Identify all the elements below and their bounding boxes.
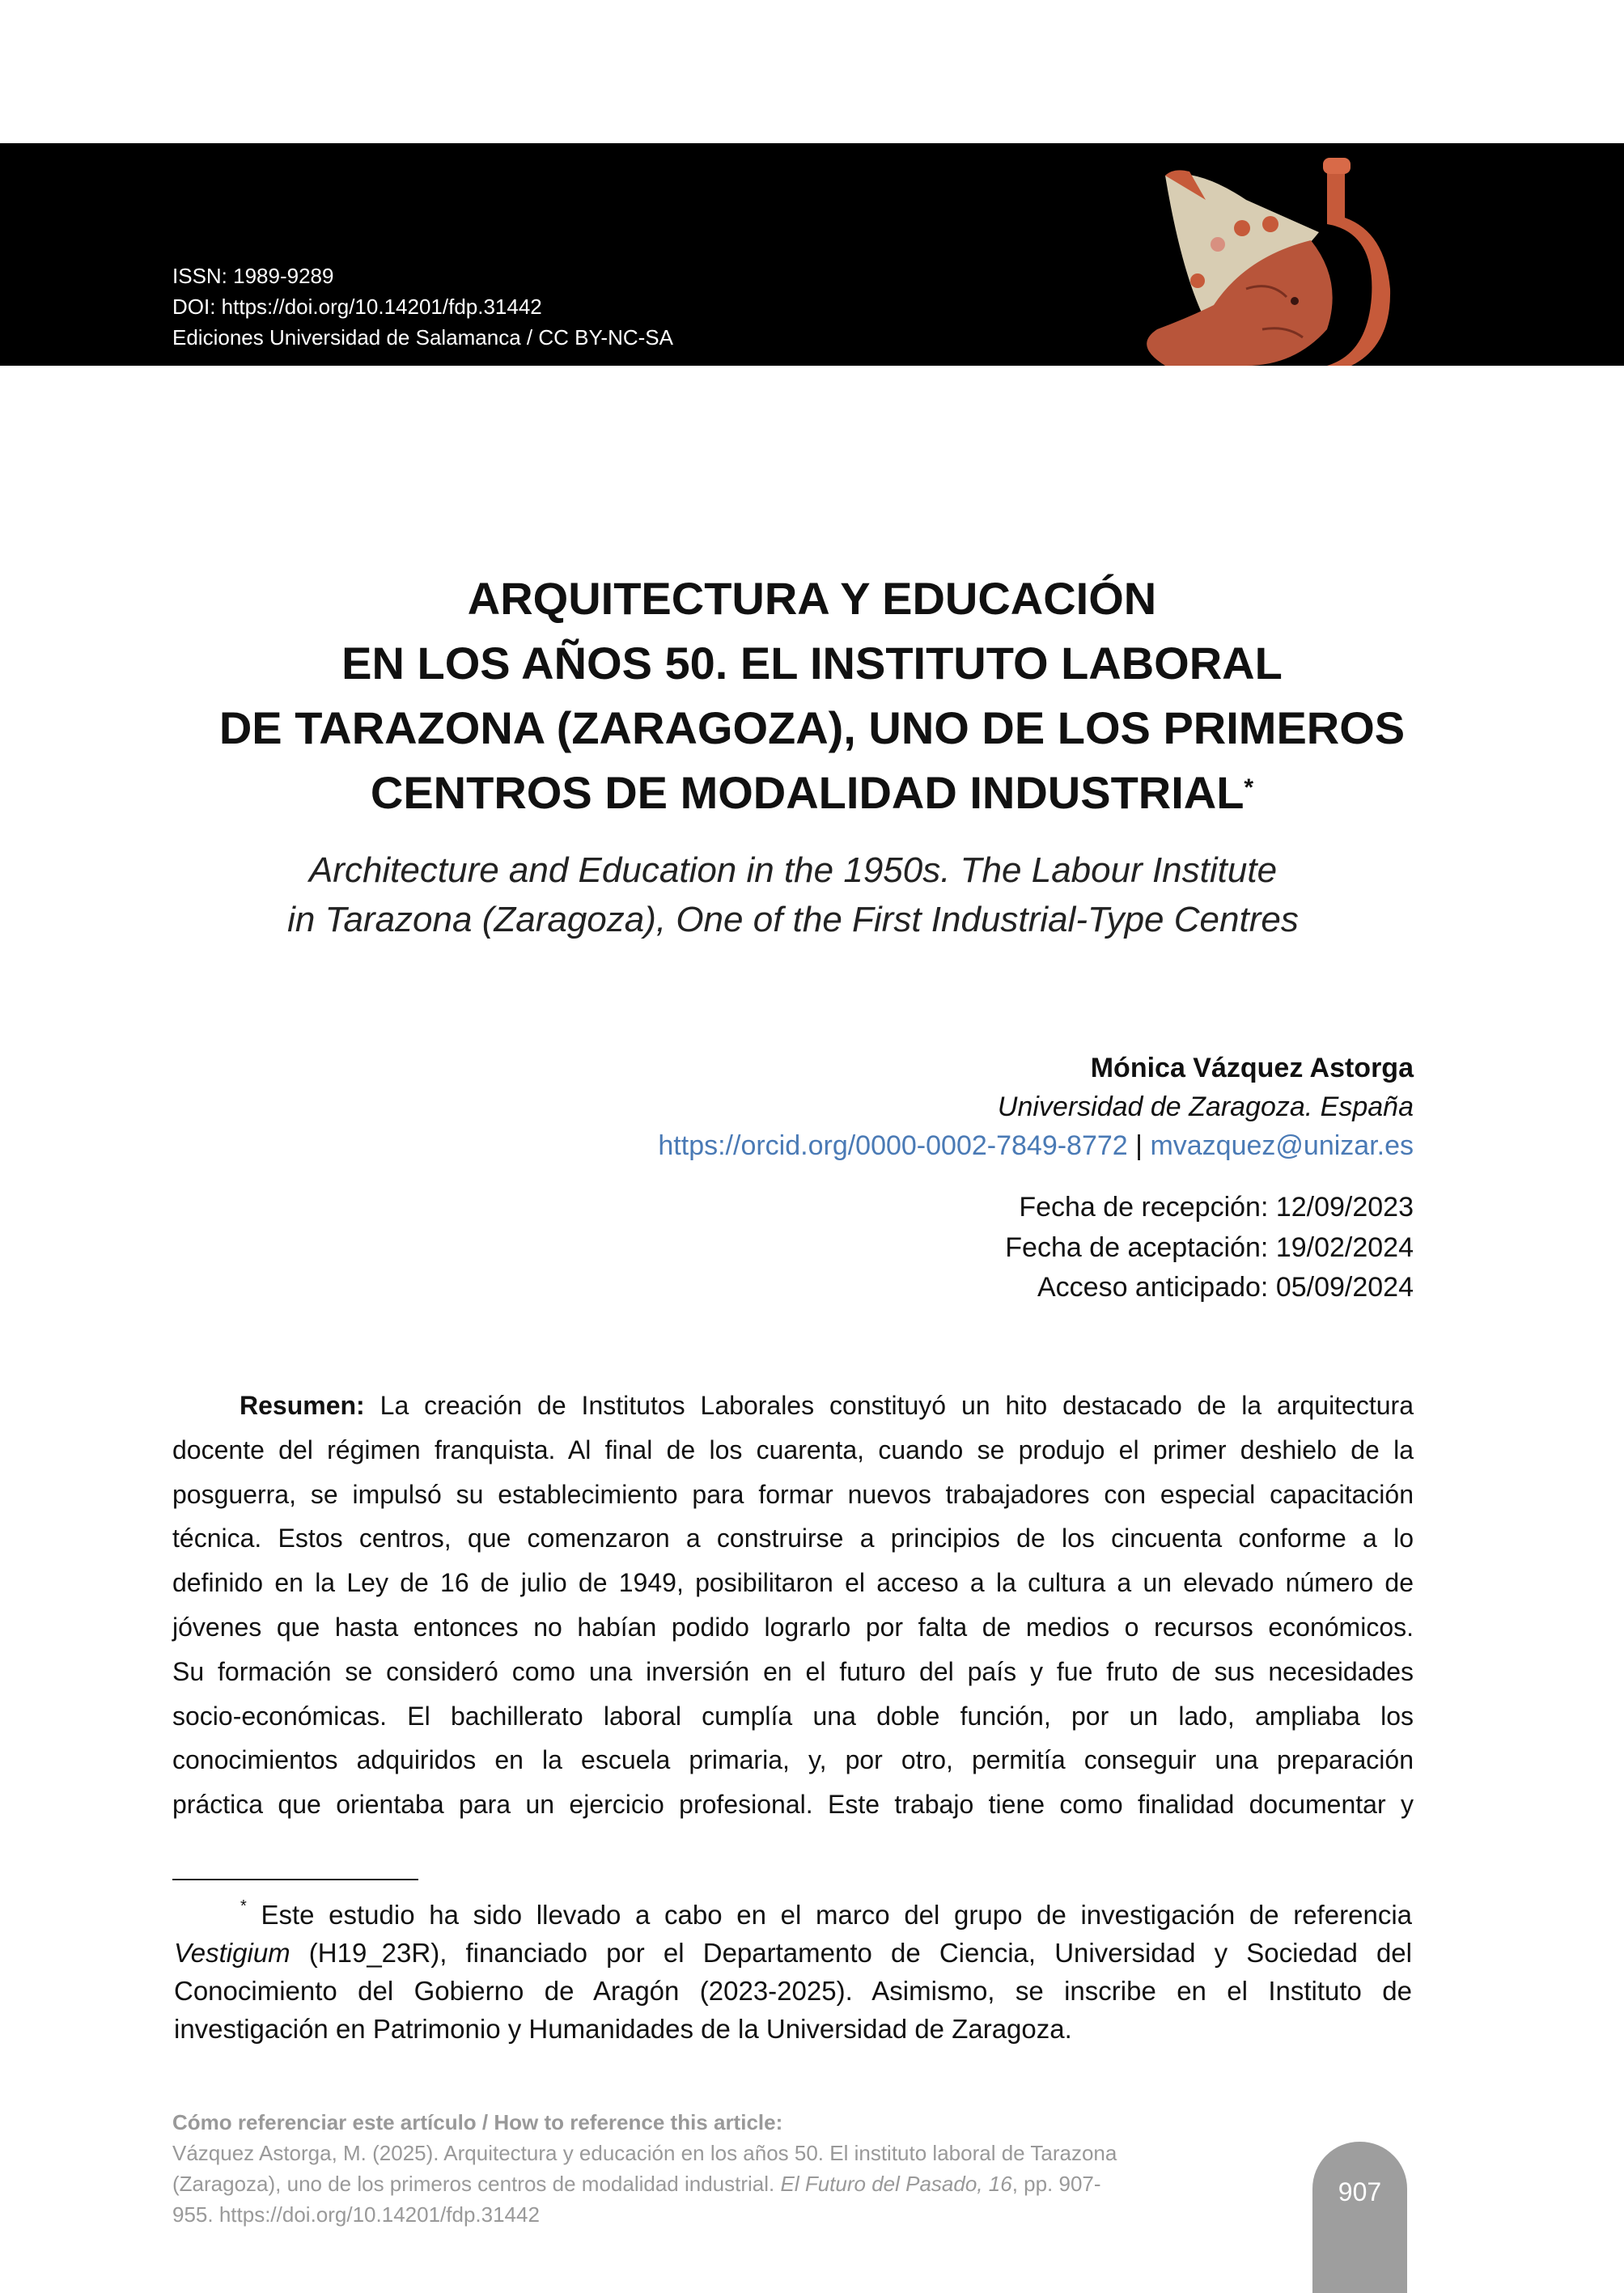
dates-block (1005, 1188, 1414, 1308)
separator: | (1135, 1130, 1143, 1161)
footnote-divider (172, 1879, 418, 1880)
abstract-line: técnica. Estos centros, que comenzaron a construirse a principios de los cincuenta conforme a lo (172, 1524, 1414, 1553)
citation-pages: , pp. 907- (1011, 2172, 1101, 2196)
abstract (172, 1384, 1414, 1827)
email-link[interactable]: mvazquez@unizar.es (1150, 1130, 1414, 1161)
author-name: Mónica Vázquez Astorga (1090, 1053, 1414, 1083)
abstract-line: conocimientos adquiridos en la escuela primaria, y, por otro, permitía conseguir una preparación (172, 1745, 1414, 1775)
footnote-line: Conocimiento del Gobierno de Aragón (2023-2025). Asimismo, se inscribe en el Instituto de (174, 1976, 1412, 2006)
footnote (174, 1891, 1412, 2048)
footnote-mark: * (240, 1897, 247, 1915)
issn: ISSN: 1989-9289 (172, 264, 334, 288)
publisher: Ediciones Universidad de Salamanca / CC BY-NC-SA (172, 325, 673, 350)
page-number-tab (1312, 2142, 1407, 2293)
title-line: EN LOS AÑOS 50. EL INSTITUTO LABORAL (341, 638, 1283, 689)
footnote-line (174, 1934, 1412, 1972)
abstract-line: socio-económicas. El bachillerato laboral cumplía una doble función, por un lado, ampliaba los (172, 1701, 1414, 1731)
citation-heading: Cómo referenciar este artículo / How to reference this article: (172, 2110, 783, 2134)
footnote-italic: Vestigium (174, 1938, 290, 1968)
journal-meta (172, 261, 673, 353)
ceramic-vessel-image (1084, 143, 1432, 366)
doi: DOI: https://doi.org/10.14201/fdp.31442 (172, 295, 542, 319)
author-affiliation: Universidad de Zaragoza. España (997, 1091, 1414, 1122)
footnote-text: (H19_23R), financiado por el Departamento de Ciencia, Universidad y Sociedad del (290, 1938, 1412, 1968)
abstract-line: jóvenes que hasta entonces no habían podido lograrlo por falta de medios o recursos económicos. (172, 1612, 1414, 1642)
title-line: CENTROS DE MODALIDAD INDUSTRIAL (370, 767, 1245, 818)
abstract-line: posguerra, se impulsó su establecimiento para formar nuevos trabajadores con especial capacitación (172, 1479, 1414, 1509)
subtitle-line: in Tarazona (Zaragoza), One of the First Industrial-Type Centres (287, 900, 1299, 939)
author-block (658, 1049, 1414, 1165)
abstract-line (172, 1384, 1414, 1428)
abstract-label: Resumen: (240, 1391, 365, 1420)
article-subtitle (0, 846, 1586, 944)
abstract-line: docente del régimen franquista. Al final de los cuarenta, cuando se produjo el primer deshielo de la (172, 1435, 1414, 1464)
title-line: DE TARAZONA (ZARAGOZA), UNO DE LOS PRIMEROS (218, 702, 1406, 753)
footnote-line (174, 1891, 1412, 1934)
page-number: 907 (1338, 2177, 1382, 2206)
citation-line: (Zaragoza), uno de los primeros centros de modalidad industrial. (172, 2172, 781, 2196)
abstract-line: práctica que orientaba para un ejercicio profesional. Este trabajo tiene como finalidad documentar y (172, 1790, 1414, 1820)
abstract-text: La creación de Institutos Laborales constituyó un hito destacado de la arquitectura (379, 1391, 1414, 1420)
citation-doi[interactable]: . https://doi.org/10.14201/fdp.31442 (207, 2202, 540, 2227)
footnote-line: investigación en Patrimonio y Humanidades de la Universidad de Zaragoza. (174, 2014, 1072, 2044)
title-footnote-mark[interactable]: * (1244, 774, 1254, 801)
orcid-link[interactable]: https://orcid.org/0000-0002-7849-8772 (658, 1130, 1128, 1161)
citation-journal: El Futuro del Pasado, 16 (780, 2172, 1012, 2196)
subtitle-line: Architecture and Education in the 1950s. The Labour Institute (308, 850, 1278, 890)
footnote-text: Este estudio ha sido llevado a cabo en el marco del grupo de investigación de referencia (261, 1900, 1413, 1930)
abstract-line: definido en la Ley de 16 de julio de 1949, posibilitaron el acceso a la cultura a un elevado número de (172, 1568, 1414, 1598)
article-title (0, 566, 1624, 825)
date-received: Fecha de recepción: 12/09/2023 (1019, 1192, 1414, 1223)
date-accepted: Fecha de aceptación: 19/02/2024 (1005, 1231, 1414, 1263)
abstract-line: Su formación se consideró como una inversión en el futuro del país y fue fruto de sus necesidades (172, 1656, 1414, 1686)
citation-line: Vázquez Astorga, M. (2025). Arquitectura y educación en los años 50. El instituto laboral de Tarazona (172, 2141, 1117, 2165)
citation-block (172, 2107, 1224, 2230)
citation-pages-end: 955 (172, 2202, 208, 2227)
title-line: ARQUITECTURA Y EDUCACIÓN (467, 573, 1157, 624)
date-early-access: Acceso anticipado: 05/09/2024 (1037, 1272, 1414, 1303)
